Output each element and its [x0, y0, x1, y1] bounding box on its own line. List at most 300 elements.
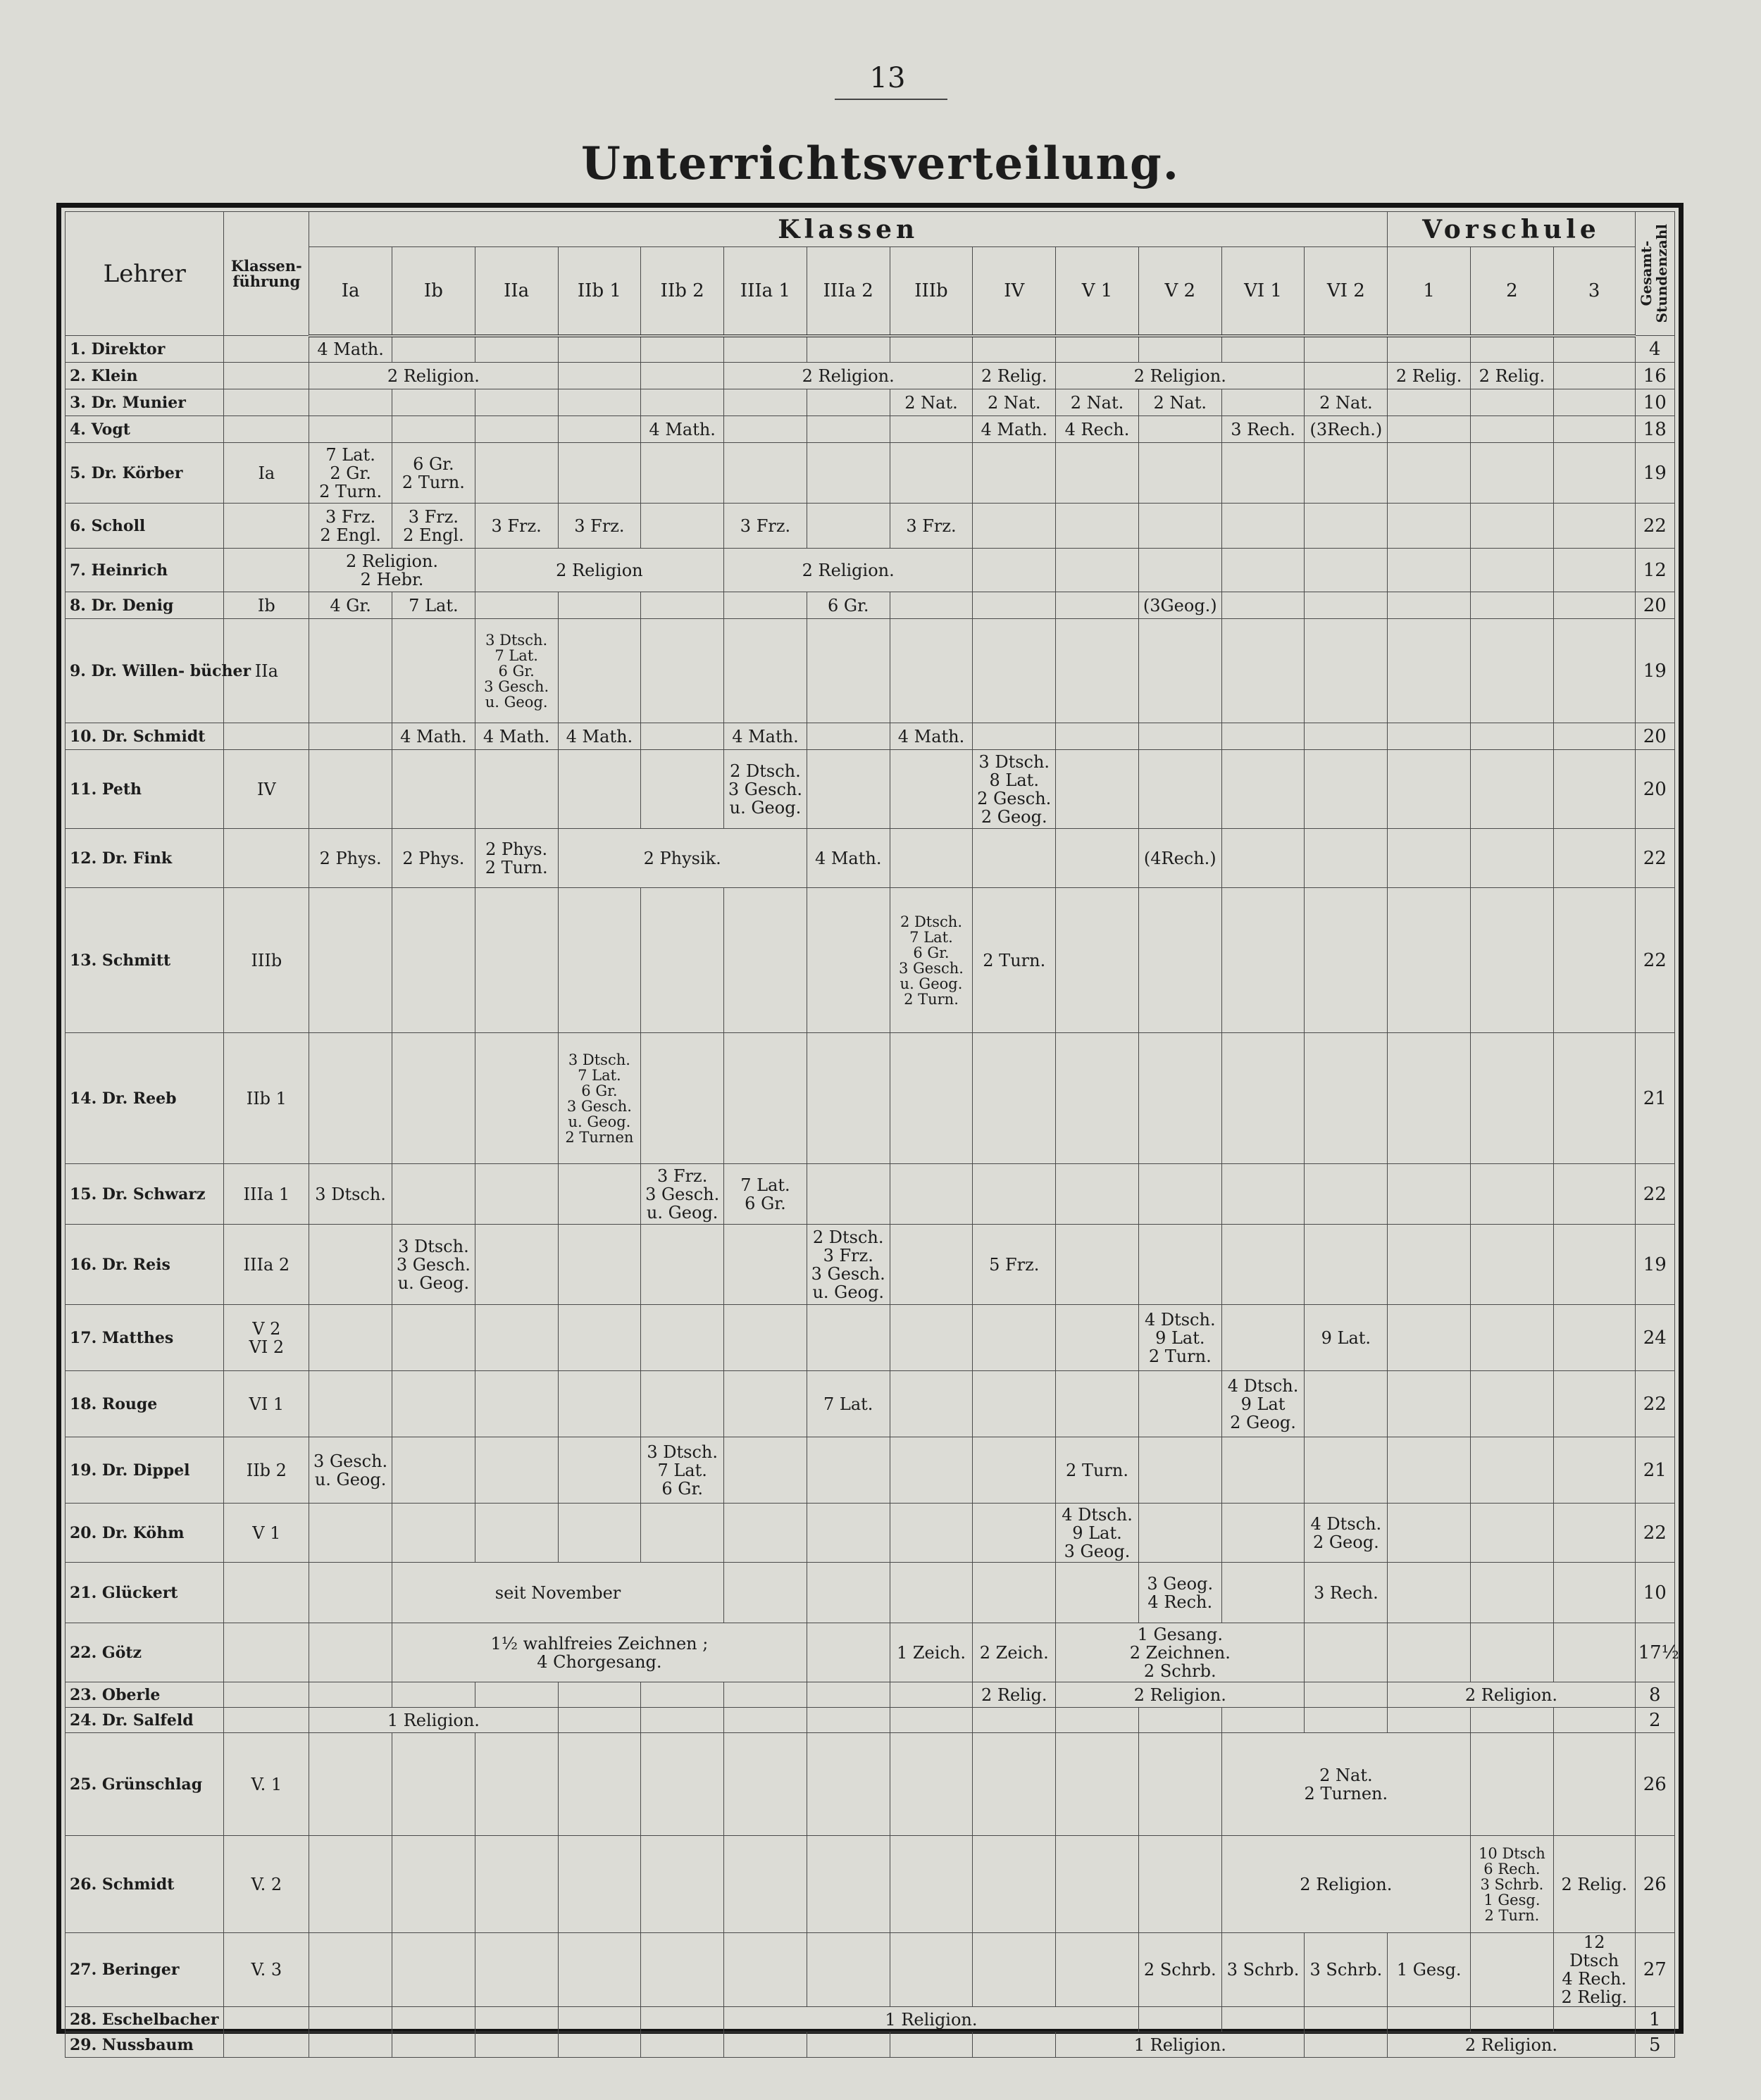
schedule-cell	[1056, 549, 1139, 592]
schedule-cell	[1471, 1033, 1554, 1164]
schedule-cell: 3 Frz. 2 Engl.	[392, 504, 475, 549]
schedule-cell	[475, 1371, 558, 1437]
table-row	[66, 1225, 1675, 1305]
schedule-cell	[1553, 1733, 1635, 1836]
schedule-cell	[890, 829, 973, 888]
schedule-cell	[392, 750, 475, 829]
total-hours: 26	[1635, 1733, 1674, 1836]
schedule-cell	[1471, 1623, 1554, 1682]
schedule-cell	[475, 2032, 558, 2058]
schedule-cell	[724, 1708, 807, 1733]
schedule-cell: 3 Dtsch. 7 Lat. 6 Gr.	[641, 1437, 724, 1504]
schedule-cell: 3 Dtsch. 7 Lat. 6 Gr. 3 Gesch. u. Geog. 2 Turnen	[558, 1033, 641, 1164]
total-hours: 21	[1635, 1437, 1674, 1504]
schedule-cell	[1305, 443, 1388, 504]
schedule-cell	[890, 1708, 973, 1733]
schedule-cell	[392, 1836, 475, 1933]
schedule-cell	[309, 723, 392, 750]
schedule-cell	[1388, 829, 1471, 888]
schedule-cell	[1471, 1164, 1554, 1225]
schedule-cell	[309, 1305, 392, 1371]
teacher-name: 5. Dr. Körber	[66, 443, 224, 504]
schedule-cell: 2 Physik.	[558, 829, 807, 888]
schedule-cell: seit November	[392, 1563, 724, 1623]
total-hours: 27	[1635, 1933, 1674, 2007]
schedule-cell	[1056, 723, 1139, 750]
schedule-cell	[1305, 1708, 1388, 1733]
schedule-cell	[1138, 888, 1221, 1033]
teacher-name: 11. Peth	[66, 750, 224, 829]
schedule-cell	[807, 336, 890, 363]
teacher-name: 2. Klein	[66, 363, 224, 389]
schedule-cell	[475, 888, 558, 1033]
total-hours: 4	[1635, 336, 1674, 363]
schedule-cell	[558, 750, 641, 829]
schedule-cell	[475, 336, 558, 363]
table-row	[66, 1708, 1675, 1733]
schedule-cell	[1138, 1371, 1221, 1437]
schedule-cell	[1221, 1504, 1305, 1563]
total-hours: 22	[1635, 1164, 1674, 1225]
schedule-cell	[1056, 829, 1139, 888]
schedule-cell: 2 Relig.	[973, 1682, 1056, 1708]
schedule-cell	[392, 1371, 475, 1437]
schedule-cell	[1553, 592, 1635, 619]
column-header: IIIb	[890, 247, 973, 336]
total-hours: 24	[1635, 1305, 1674, 1371]
schedule-cell	[973, 829, 1056, 888]
table-row	[66, 2032, 1675, 2058]
schedule-cell	[1138, 1164, 1221, 1225]
column-header: 1	[1388, 247, 1471, 336]
column-header: V 2	[1138, 247, 1221, 336]
column-header: V 1	[1056, 247, 1139, 336]
schedule-cell: 4 Math.	[392, 723, 475, 750]
klassenfuehrung-cell	[224, 829, 309, 888]
schedule-cell	[392, 389, 475, 416]
schedule-cell	[1138, 1033, 1221, 1164]
schedule-cell	[973, 549, 1056, 592]
teacher-name: 12. Dr. Fink	[66, 829, 224, 888]
schedule-cell	[641, 1225, 724, 1305]
schedule-cell: 1 Religion.	[724, 2007, 1139, 2032]
table-row	[66, 549, 1675, 592]
schedule-cell	[1056, 1225, 1139, 1305]
schedule-cell: 2 Religion.	[309, 363, 558, 389]
schedule-cell	[890, 750, 973, 829]
schedule-cell	[724, 1371, 807, 1437]
schedule-cell: 4 Math.	[475, 723, 558, 750]
schedule-cell	[475, 1682, 558, 1708]
schedule-cell: 2 Religion.	[1056, 1682, 1305, 1708]
schedule-cell	[1471, 1305, 1554, 1371]
schedule-cell	[641, 2007, 724, 2032]
klassenfuehrung-cell	[224, 723, 309, 750]
schedule-cell	[392, 1164, 475, 1225]
schedule-table	[65, 211, 1679, 2058]
schedule-cell	[724, 592, 807, 619]
page-title: Unterrichtsverteilung.	[580, 137, 1181, 190]
column-header: IIIa 2	[807, 247, 890, 336]
schedule-cell: 2 Dtsch. 7 Lat. 6 Gr. 3 Gesch. u. Geog. 2 Turn.	[890, 888, 973, 1033]
schedule-cell	[807, 1033, 890, 1164]
column-header: IIb 1	[558, 247, 641, 336]
schedule-cell	[392, 2007, 475, 2032]
schedule-cell	[392, 1305, 475, 1371]
schedule-cell	[724, 1033, 807, 1164]
klassenfuehrung-cell	[224, 1682, 309, 1708]
schedule-cell	[641, 1504, 724, 1563]
schedule-cell	[1471, 416, 1554, 443]
schedule-cell	[890, 1371, 973, 1437]
schedule-cell	[475, 1033, 558, 1164]
schedule-cell	[1305, 336, 1388, 363]
table-row	[66, 1504, 1675, 1563]
schedule-cell	[890, 1164, 973, 1225]
schedule-cell	[1388, 1708, 1471, 1733]
schedule-cell: 2 Religion.	[1056, 363, 1305, 389]
schedule-cell	[309, 1836, 392, 1933]
schedule-cell	[558, 1733, 641, 1836]
schedule-cell	[641, 504, 724, 549]
schedule-cell	[890, 1504, 973, 1563]
schedule-cell	[1138, 1733, 1221, 1836]
schedule-cell	[1471, 549, 1554, 592]
schedule-cell	[558, 336, 641, 363]
schedule-cell	[1056, 443, 1139, 504]
schedule-cell	[309, 1033, 392, 1164]
schedule-cell	[973, 443, 1056, 504]
klassenfuehrung-cell: IIIb	[224, 888, 309, 1033]
table-row	[66, 443, 1675, 504]
table-row	[66, 1933, 1675, 2007]
table-row	[66, 1563, 1675, 1623]
schedule-cell	[1553, 336, 1635, 363]
schedule-cell	[1221, 1563, 1305, 1623]
schedule-cell: 7 Lat.	[392, 592, 475, 619]
schedule-cell	[1221, 336, 1305, 363]
table-row	[66, 1033, 1675, 1164]
total-hours: 20	[1635, 592, 1674, 619]
schedule-cell	[724, 389, 807, 416]
schedule-cell	[1138, 1836, 1221, 1933]
schedule-cell: 3 Dtsch. 7 Lat. 6 Gr. 3 Gesch. u. Geog.	[475, 619, 558, 723]
klassenfuehrung-cell: Ia	[224, 443, 309, 504]
schedule-cell	[1471, 723, 1554, 750]
table-row	[66, 1682, 1675, 1708]
column-header: IIIa 1	[724, 247, 807, 336]
klassenfuehrung-cell	[224, 1623, 309, 1682]
klassenfuehrung-cell: V. 3	[224, 1933, 309, 2007]
schedule-cell: 2 Turn.	[973, 888, 1056, 1033]
schedule-cell	[1221, 1708, 1305, 1733]
schedule-cell	[1388, 723, 1471, 750]
schedule-cell: 3 Rech.	[1221, 416, 1305, 443]
schedule-cell	[1471, 1504, 1554, 1563]
schedule-cell	[475, 416, 558, 443]
schedule-cell	[807, 2032, 890, 2058]
schedule-cell	[558, 1225, 641, 1305]
schedule-cell	[1221, 723, 1305, 750]
teacher-name: 10. Dr. Schmidt	[66, 723, 224, 750]
schedule-cell	[973, 504, 1056, 549]
table-row	[66, 336, 1675, 363]
column-header: Ib	[392, 247, 475, 336]
schedule-cell: 2 Nat.	[1056, 389, 1139, 416]
schedule-cell	[392, 336, 475, 363]
teacher-name: 23. Oberle	[66, 1682, 224, 1708]
teacher-name: 15. Dr. Schwarz	[66, 1164, 224, 1225]
schedule-cell	[641, 2032, 724, 2058]
table-row	[66, 1836, 1675, 1933]
schedule-cell	[890, 416, 973, 443]
schedule-cell	[1221, 619, 1305, 723]
schedule-cell	[890, 1733, 973, 1836]
schedule-cell	[1388, 443, 1471, 504]
schedule-cell	[1305, 1682, 1388, 1708]
schedule-cell	[890, 1933, 973, 2007]
schedule-cell: 2 Relig.	[1388, 363, 1471, 389]
table-row	[66, 1371, 1675, 1437]
schedule-cell: 2 Phys.	[392, 829, 475, 888]
teacher-name: 3. Dr. Munier	[66, 389, 224, 416]
schedule-cell: 2 Turn.	[1056, 1437, 1139, 1504]
schedule-cell	[1388, 888, 1471, 1033]
schedule-cell	[558, 2032, 641, 2058]
schedule-cell	[807, 1708, 890, 1733]
schedule-cell	[392, 1682, 475, 1708]
schedule-cell: 2 Religion.	[1388, 1682, 1635, 1708]
schedule-cell	[1471, 389, 1554, 416]
teacher-name: 16. Dr. Reis	[66, 1225, 224, 1305]
schedule-cell	[1471, 1563, 1554, 1623]
schedule-cell	[558, 1933, 641, 2007]
teacher-name: 14. Dr. Reeb	[66, 1033, 224, 1164]
schedule-cell	[973, 1033, 1056, 1164]
schedule-cell	[807, 1504, 890, 1563]
schedule-cell	[475, 1305, 558, 1371]
table-row	[66, 1305, 1675, 1371]
schedule-cell	[1221, 1305, 1305, 1371]
schedule-cell	[1553, 829, 1635, 888]
schedule-cell	[890, 619, 973, 723]
schedule-cell	[1221, 1033, 1305, 1164]
schedule-cell: 3 Schrb.	[1221, 1933, 1305, 2007]
table-row	[66, 1437, 1675, 1504]
schedule-cell	[1388, 1504, 1471, 1563]
schedule-cell	[558, 443, 641, 504]
schedule-cell: 3 Frz.	[475, 504, 558, 549]
table-row	[66, 363, 1675, 389]
schedule-cell	[475, 1437, 558, 1504]
schedule-cell	[392, 1033, 475, 1164]
schedule-cell	[475, 389, 558, 416]
schedule-cell	[1553, 1164, 1635, 1225]
schedule-cell	[475, 1933, 558, 2007]
schedule-cell	[1305, 2032, 1388, 2058]
klassenfuehrung-cell	[224, 363, 309, 389]
schedule-cell	[1305, 829, 1388, 888]
schedule-cell	[1388, 549, 1471, 592]
schedule-cell	[309, 1733, 392, 1836]
schedule-cell	[641, 750, 724, 829]
teacher-name: 26. Schmidt	[66, 1836, 224, 1933]
schedule-cell: 4 Dtsch. 9 Lat. 2 Turn.	[1138, 1305, 1221, 1371]
klassenfuehrung-cell	[224, 1708, 309, 1733]
schedule-cell	[1553, 389, 1635, 416]
table-row	[66, 2007, 1675, 2032]
schedule-cell	[1553, 619, 1635, 723]
total-hours: 18	[1635, 416, 1674, 443]
column-header: IIb 2	[641, 247, 724, 336]
schedule-cell	[973, 1504, 1056, 1563]
schedule-cell: 2 Nat.	[1305, 389, 1388, 416]
schedule-cell	[641, 592, 724, 619]
schedule-cell	[475, 1164, 558, 1225]
total-hours: 1	[1635, 2007, 1674, 2032]
schedule-cell	[558, 1504, 641, 1563]
schedule-cell	[724, 1437, 807, 1504]
schedule-cell	[475, 443, 558, 504]
column-header: IV	[973, 247, 1056, 336]
schedule-cell	[1305, 1623, 1388, 1682]
schedule-cell	[309, 1623, 392, 1682]
table-row	[66, 504, 1675, 549]
schedule-cell	[1305, 2007, 1388, 2032]
schedule-cell	[724, 1682, 807, 1708]
total-hours: 19	[1635, 619, 1674, 723]
total-hours: 10	[1635, 1563, 1674, 1623]
schedule-cell	[641, 1733, 724, 1836]
schedule-cell: 4 Math.	[309, 336, 392, 363]
schedule-cell	[1388, 336, 1471, 363]
schedule-cell	[1388, 619, 1471, 723]
total-hours: 21	[1635, 1033, 1674, 1164]
schedule-cell: 1 Religion.	[1056, 2032, 1305, 2058]
teacher-name: 27. Beringer	[66, 1933, 224, 2007]
header-vorschule: Vorschule	[1388, 212, 1635, 247]
schedule-cell	[973, 1305, 1056, 1371]
schedule-cell	[309, 1563, 392, 1623]
schedule-cell	[1305, 1033, 1388, 1164]
header-gesamt-cell	[1635, 212, 1674, 336]
schedule-cell	[973, 592, 1056, 619]
table-row	[66, 592, 1675, 619]
klassenfuehrung-cell: IV	[224, 750, 309, 829]
schedule-cell	[1471, 443, 1554, 504]
total-hours: 22	[1635, 504, 1674, 549]
schedule-cell: 3 Dtsch. 3 Gesch. u. Geog.	[392, 1225, 475, 1305]
schedule-cell	[973, 1371, 1056, 1437]
schedule-cell: 1 Gesang. 2 Zeichnen. 2 Schrb.	[1056, 1623, 1305, 1682]
schedule-cell	[1138, 416, 1221, 443]
schedule-cell	[1221, 389, 1305, 416]
schedule-cell	[1056, 504, 1139, 549]
schedule-cell: 2 Religion.	[1388, 2032, 1635, 2058]
schedule-cell: 7 Lat.	[807, 1371, 890, 1437]
schedule-cell	[1138, 2007, 1221, 2032]
schedule-cell	[641, 443, 724, 504]
schedule-cell: 3 Dtsch.	[309, 1164, 392, 1225]
schedule-cell	[1471, 750, 1554, 829]
klassenfuehrung-cell: IIa	[224, 619, 309, 723]
schedule-cell	[1388, 1623, 1471, 1682]
schedule-cell	[973, 1164, 1056, 1225]
schedule-cell	[973, 1836, 1056, 1933]
schedule-cell: 6 Gr.	[807, 592, 890, 619]
klassenfuehrung-cell: IIb 2	[224, 1437, 309, 1504]
schedule-cell	[890, 2032, 973, 2058]
schedule-cell	[641, 1708, 724, 1733]
schedule-cell	[724, 1225, 807, 1305]
schedule-cell	[309, 1504, 392, 1563]
column-header: VI 2	[1305, 247, 1388, 336]
schedule-cell: 2 Phys. 2 Turn.	[475, 829, 558, 888]
schedule-cell: 3 Frz.	[724, 504, 807, 549]
schedule-cell	[807, 723, 890, 750]
schedule-cell	[1221, 443, 1305, 504]
klassenfuehrung-cell	[224, 336, 309, 363]
schedule-cell	[1471, 2007, 1554, 2032]
table-row	[66, 389, 1675, 416]
schedule-cell	[890, 1563, 973, 1623]
schedule-cell	[1471, 592, 1554, 619]
schedule-cell: 4 Math.	[973, 416, 1056, 443]
schedule-cell	[392, 619, 475, 723]
schedule-cell	[558, 888, 641, 1033]
schedule-cell	[392, 888, 475, 1033]
schedule-cell	[1138, 750, 1221, 829]
schedule-cell	[309, 619, 392, 723]
teacher-name: 29. Nussbaum	[66, 2032, 224, 2058]
schedule-cell: 3 Gesch. u. Geog.	[309, 1437, 392, 1504]
schedule-cell	[1553, 1437, 1635, 1504]
schedule-cell	[309, 1225, 392, 1305]
schedule-cell: 3 Frz.	[558, 504, 641, 549]
schedule-cell	[1471, 888, 1554, 1033]
schedule-cell	[1221, 829, 1305, 888]
schedule-cell	[1138, 549, 1221, 592]
schedule-cell	[641, 389, 724, 416]
teacher-name: 13. Schmitt	[66, 888, 224, 1033]
schedule-cell: 2 Dtsch. 3 Frz. 3 Gesch. u. Geog.	[807, 1225, 890, 1305]
schedule-cell	[1305, 1437, 1388, 1504]
schedule-cell	[1056, 336, 1139, 363]
schedule-cell: 6 Gr. 2 Turn.	[392, 443, 475, 504]
schedule-cell: 2 Religion	[475, 549, 723, 592]
klassenfuehrung-cell: IIb 1	[224, 1033, 309, 1164]
schedule-cell	[1056, 619, 1139, 723]
teacher-name: 1. Direktor	[66, 336, 224, 363]
total-hours: 22	[1635, 829, 1674, 888]
schedule-cell	[1388, 1305, 1471, 1371]
klassenfuehrung-cell: V 2 VI 2	[224, 1305, 309, 1371]
schedule-cell	[724, 336, 807, 363]
schedule-cell	[1138, 443, 1221, 504]
schedule-cell	[558, 1164, 641, 1225]
schedule-cell	[1221, 1437, 1305, 1504]
schedule-cell	[724, 443, 807, 504]
schedule-cell	[1056, 592, 1139, 619]
schedule-cell	[890, 1033, 973, 1164]
schedule-cell: 2 Religion.	[724, 549, 973, 592]
schedule-cell	[973, 1437, 1056, 1504]
schedule-cell	[1388, 750, 1471, 829]
schedule-cell	[724, 619, 807, 723]
schedule-cell	[807, 1623, 890, 1682]
klassenfuehrung-cell	[224, 389, 309, 416]
schedule-cell	[890, 1836, 973, 1933]
